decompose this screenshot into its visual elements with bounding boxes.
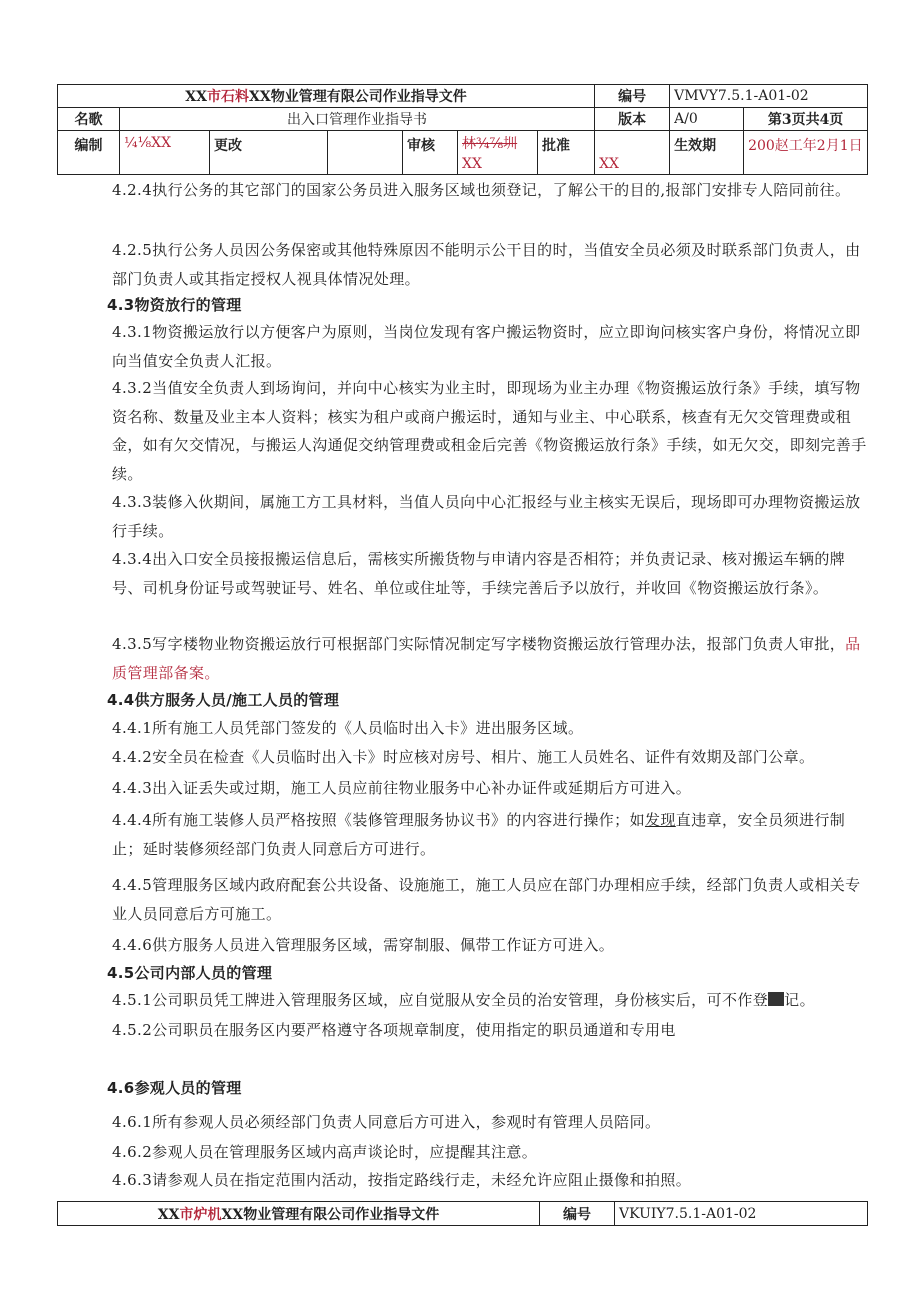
version-value: A/0 bbox=[670, 108, 744, 131]
para-4-6-1: 4.6.1所有参观人员必须经部门负责人同意后方可进入，参观时有管理人员陪同。 bbox=[112, 1113, 661, 1131]
para-4-3-3: 4.3.3装修入伙期间，属施工方工具材料，当值人员向中心汇报经与业主核实无误后，现场即可办理物资搬运放行手续。 bbox=[112, 493, 861, 540]
code-label: 编号 bbox=[595, 85, 670, 108]
para-4-4-4: 4.4.4所有施工装修人员严格按照《装修管理服务协议书》的内容进行操作；如发现直违章，安全员须进行制止；延时装修须经部门负责人同意后方可进行。 bbox=[112, 811, 846, 858]
header-table bbox=[57, 84, 868, 175]
para-4-5-2: 4.5.2公司职员在服务区内要严格遵守各项规章制度，使用指定的职员通道和专用电 bbox=[112, 1021, 676, 1039]
heading-4-4: 4.4供方服务人员/施工人员的管理 bbox=[107, 691, 340, 709]
review-value: 林¾⅞圳 XX bbox=[458, 131, 538, 175]
effective-label: 生效期 bbox=[670, 131, 744, 175]
redaction-block bbox=[768, 992, 784, 1006]
approve-value: XX bbox=[595, 131, 670, 175]
name-label: 名歌 bbox=[58, 108, 120, 131]
para-4-4-6: 4.4.6供方服务人员进入管理服务区域，需穿制服、佩带工作证方可进入。 bbox=[112, 936, 615, 954]
para-4-3-5: 4.3.5写字楼物业物资搬运放行可根据部门实际情况制定写字楼物资搬运放行管理办法，报部门负责人审批，品质管理部备案。 bbox=[112, 635, 861, 682]
author-label: 编制 bbox=[58, 131, 120, 175]
para-4-4-5: 4.4.5管理服务区域内政府配套公共设备、设施施工，施工人员应在部门办理相应手续，经部门负责人或相关专业人员同意后方可施工。 bbox=[112, 876, 861, 923]
page-number: 第3页共4页 bbox=[744, 108, 868, 131]
company-title: XX市石料XX物业管理有限公司作业指导文件 bbox=[58, 85, 595, 108]
heading-4-6: 4.6参观人员的管理 bbox=[107, 1079, 242, 1097]
para-4-2-5: 4.2.5执行公务人员因公务保密或其他特殊原因不能明示公干目的时，当值安全员必须及时联系部门负责人，由部门负责人或其指定授权人视具体情况处理。 bbox=[112, 241, 861, 288]
para-4-4-3: 4.4.3出入证丢失或过期，施工人员应前往物业服务中心补办证件或延期后方可进入。 bbox=[112, 779, 692, 797]
author-value: ¼⅛XX bbox=[120, 131, 210, 175]
heading-4-5: 4.5公司内部人员的管理 bbox=[107, 964, 273, 982]
para-4-6-3: 4.6.3请参观人员在指定范围内活动，按指定路线行走，未经允许应阻止摄像和拍照。 bbox=[112, 1171, 692, 1189]
approve-label: 批准 bbox=[538, 131, 595, 175]
footer-code-label: 编号 bbox=[540, 1202, 615, 1226]
para-4-3-2: 4.3.2当值安全负责人到场询问，并向中心核实为业主时，即现场为业主办理《物资搬运放行条》手续，填写物资名称、数量及业主本人资料；核实为租户或商户搬运时，通知与业主、中心联系，核查有无欠交管理费或租金，如有欠交情况，与搬运人沟通促交纳管理费或租金后完善《物资搬运放行条》手续，如无欠交，即刻完善手续。 bbox=[112, 379, 867, 483]
footer-code-value: VKUIY7.5.1-A01-02 bbox=[615, 1202, 868, 1226]
heading-4-3: 4.3物资放行的管理 bbox=[107, 296, 242, 314]
para-4-3-4: 4.3.4出入口安全员接报搬运信息后，需核实所搬货物与申请内容是否相符；并负责记录、核对搬运车辆的牌号、司机身份证号或驾驶证号、姓名、单位或住址等，手续完善后予以放行，并收回《物资搬运放行条》。 bbox=[112, 550, 846, 597]
version-label: 版本 bbox=[595, 108, 670, 131]
review-label: 审核 bbox=[403, 131, 458, 175]
name-value: 出入口管理作业指导书 bbox=[120, 108, 595, 131]
para-4-5-1: 4.5.1公司职员凭工牌进入管理服务区域，应自觉服从安全员的治安管理，身份核实后，可不作登 记。 bbox=[112, 991, 815, 1009]
para-4-4-1: 4.4.1所有施工人员凭部门签发的《人员临时出入卡》进出服务区域。 bbox=[112, 719, 584, 737]
change-value bbox=[328, 131, 403, 175]
code-value: VMVY7.5.1-A01-02 bbox=[670, 85, 868, 108]
para-4-4-2: 4.4.2安全员在检查《人员临时出入卡》时应核对房号、相片、施工人员姓名、证件有效期及部门公章。 bbox=[112, 748, 815, 766]
footer-table bbox=[57, 1201, 868, 1226]
footer-company-title: XX市炉机XX物业管理有限公司作业指导文件 bbox=[58, 1202, 540, 1226]
para-4-3-1: 4.3.1物资搬运放行以方便客户为原则，当岗位发现有客户搬运物资时，应立即询问核实客户身份，将情况立即向当值安全负责人汇报。 bbox=[112, 323, 861, 370]
change-label: 更改 bbox=[210, 131, 328, 175]
para-4-2-4: 4.2.4执行公务的其它部门的国家公务员进入服务区域也须登记，了解公干的目的,报部门安排专人陪同前往。 bbox=[112, 181, 851, 199]
para-4-6-2: 4.6.2参观人员在管理服务区域内高声谈论时，应提醒其注意。 bbox=[112, 1143, 538, 1161]
effective-date: 200赵工年2月1日 bbox=[744, 131, 868, 175]
